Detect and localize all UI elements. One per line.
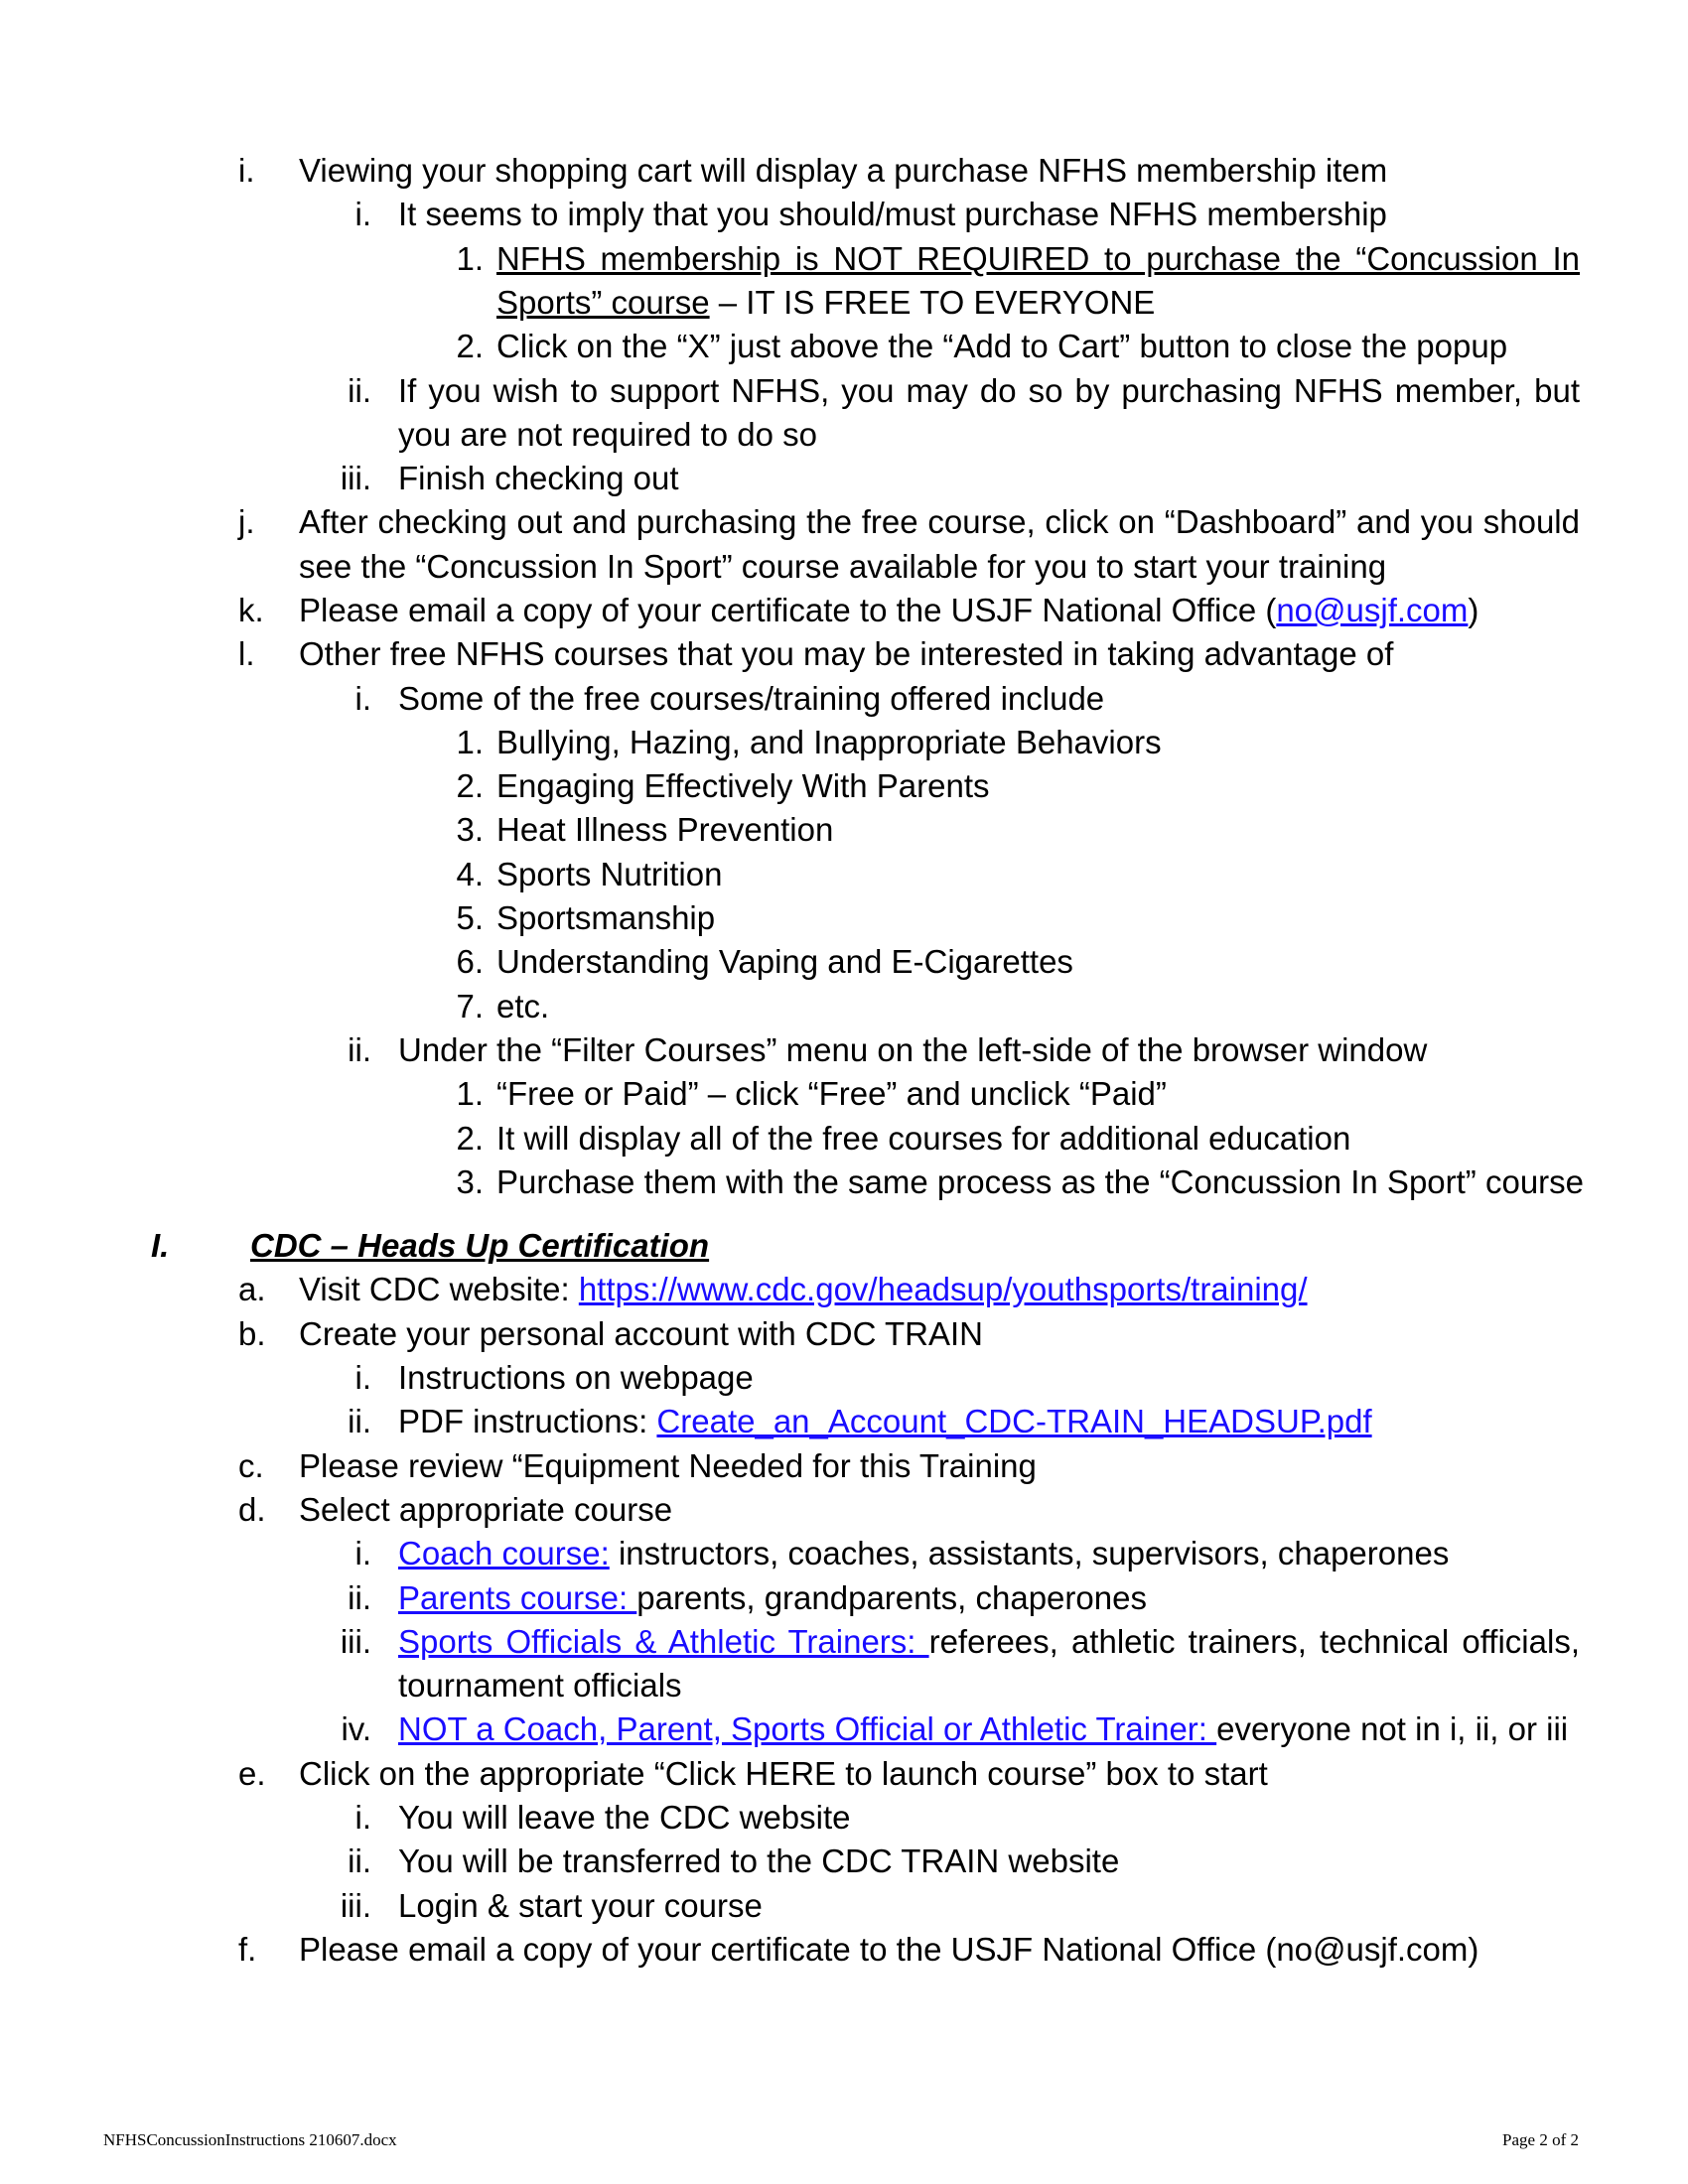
- list-item: [0, 985, 1688, 1028]
- text-run: Sports Nutrition: [496, 856, 723, 892]
- list-marker: 4.: [456, 856, 484, 892]
- list-item-text: [299, 589, 1478, 632]
- text-run: Instructions on webpage: [398, 1359, 754, 1396]
- hyperlink[interactable]: https://www.cdc.gov/headsup/youthsports/training/: [578, 1271, 1308, 1307]
- list-marker: ii.: [348, 1403, 371, 1439]
- list-marker: f.: [238, 1931, 257, 1968]
- text-run: Understanding Vaping and E-Cigarettes: [496, 943, 1073, 980]
- list-marker: b.: [238, 1315, 266, 1352]
- list-item-text: [299, 1312, 983, 1356]
- list-marker: e.: [238, 1755, 266, 1792]
- list-marker: d.: [238, 1491, 266, 1528]
- list-item-text: [398, 1707, 1568, 1751]
- list-marker: 1.: [456, 240, 484, 277]
- list-marker: 2.: [456, 328, 484, 364]
- text-run: Please email a copy of your certificate to the USJF National Office (: [299, 592, 1277, 628]
- list-marker: 3.: [456, 811, 484, 848]
- list-marker: 3.: [456, 1163, 484, 1200]
- list-item-text: [496, 1160, 1584, 1204]
- text-run: Some of the free courses/training offered include: [398, 680, 1105, 717]
- list-item-text: [398, 1664, 682, 1707]
- list-item-text: [299, 1444, 1037, 1488]
- list-item-text: [398, 1028, 1427, 1072]
- list-item: [0, 764, 1688, 808]
- text-run: Other free NFHS courses that you may be interested in taking advantage of: [299, 635, 1394, 672]
- list-item-text: [398, 677, 1104, 721]
- footer-filename: NFHSConcussionInstructions 210607.docx: [103, 2130, 397, 2149]
- list-marker: 1.: [456, 1075, 484, 1112]
- list-item: [0, 1620, 1688, 1664]
- list-marker: 5.: [456, 899, 484, 936]
- list-item: [0, 413, 1688, 457]
- list-item-text: [398, 1576, 1147, 1620]
- hyperlink[interactable]: NOT a Coach, Parent, Sports Official or Athletic Trainer:: [398, 1710, 1217, 1747]
- text-run: Visit CDC website:: [299, 1271, 579, 1307]
- list-item-text: [299, 1752, 1268, 1796]
- list-item-text: [496, 1072, 1167, 1116]
- text-run: – IT IS FREE TO EVERYONE: [709, 284, 1156, 321]
- list-item-text: [496, 721, 1162, 764]
- text-run: Bullying, Hazing, and Inappropriate Behaviors: [496, 724, 1162, 760]
- text-run: Under the “Filter Courses” menu on the left-side of the browser window: [398, 1031, 1428, 1068]
- list-item: [0, 369, 1688, 413]
- list-item: [0, 1796, 1688, 1840]
- list-marker: k.: [238, 592, 264, 628]
- hyperlink[interactable]: no@usjf.com: [1276, 592, 1469, 628]
- list-item: [0, 500, 1688, 544]
- text-run: Heat Illness Prevention: [496, 811, 834, 848]
- list-marker: 7.: [456, 988, 484, 1024]
- list-item: [0, 237, 1688, 281]
- list-item-text: [398, 193, 1387, 236]
- list-item: [0, 325, 1688, 368]
- list-item: [0, 1400, 1688, 1443]
- section-marker: I.: [151, 1227, 170, 1264]
- list-marker: iii.: [340, 1623, 371, 1660]
- list-marker: i.: [238, 152, 255, 189]
- list-item-text: [299, 149, 1387, 193]
- list-item-text: [496, 1117, 1350, 1160]
- list-item-text: [496, 325, 1507, 368]
- text-run: Engaging Effectively With Parents: [496, 767, 990, 804]
- list-item: [0, 1028, 1688, 1072]
- text-run: After checking out and purchasing the free course, click on “Dashboard” and you should: [299, 503, 1580, 540]
- text-run: Click on the “X” just above the “Add to Cart” button to close the popup: [496, 328, 1508, 364]
- list-item-text: [398, 457, 678, 500]
- text-run: referees, athletic trainers, technical officials,: [928, 1623, 1580, 1660]
- list-item: [0, 1160, 1688, 1204]
- text-run: Viewing your shopping cart will display a purchase NFHS membership item: [299, 152, 1388, 189]
- list-item: [0, 677, 1688, 721]
- text-run: Sportsmanship: [496, 899, 716, 936]
- section-title: CDC – Heads Up Certification: [250, 1227, 710, 1264]
- list-item: [0, 632, 1688, 676]
- list-item-text: [398, 1620, 1580, 1664]
- list-item-text: [299, 1488, 672, 1532]
- list-item: [0, 1752, 1688, 1796]
- list-item: [0, 721, 1688, 764]
- hyperlink[interactable]: Coach course:: [398, 1535, 610, 1571]
- list-marker: ii.: [348, 1031, 371, 1068]
- list-marker: ii.: [348, 372, 371, 409]
- list-marker: c.: [238, 1447, 264, 1484]
- text-run: instructors, coaches, assistants, supervisors, chaperones: [609, 1535, 1450, 1571]
- text-run: you are not required to do so: [398, 416, 817, 453]
- list-item: [0, 853, 1688, 896]
- list-marker: l.: [238, 635, 255, 672]
- list-marker: i.: [354, 1799, 371, 1836]
- list-marker: 2.: [456, 767, 484, 804]
- list-item: [0, 545, 1688, 589]
- list-marker: iii.: [340, 460, 371, 496]
- list-item-text: [496, 764, 989, 808]
- list-item-text: [398, 1400, 1372, 1443]
- list-item-text: [496, 808, 833, 852]
- list-marker: i.: [354, 1535, 371, 1571]
- list-marker: ii.: [348, 1843, 371, 1879]
- text-run: You will be transferred to the CDC TRAIN website: [398, 1843, 1120, 1879]
- text-run: Login & start your course: [398, 1887, 763, 1924]
- list-marker: 1.: [456, 724, 484, 760]
- hyperlink[interactable]: Sports Officials & Athletic Trainers:: [398, 1623, 929, 1660]
- text-run: You will leave the CDC website: [398, 1799, 851, 1836]
- list-item-text: [496, 940, 1073, 984]
- list-item-text: [299, 545, 1386, 589]
- text-run: parents, grandparents, chaperones: [636, 1579, 1147, 1616]
- hyperlink[interactable]: Create_an_Account_CDC-TRAIN_HEADSUP.pdf: [656, 1403, 1372, 1439]
- list-item: [0, 1928, 1688, 1972]
- list-item: [0, 1072, 1688, 1116]
- list-item: [0, 1356, 1688, 1400]
- underlined-text: Sports” course: [496, 284, 710, 321]
- text-run: If you wish to support NFHS, you may do so by purchasing NFHS member, but: [398, 372, 1580, 409]
- list-item: [0, 1444, 1688, 1488]
- text-run: It will display all of the free courses for additional education: [496, 1120, 1351, 1157]
- list-item: [0, 457, 1688, 500]
- text-run: tournament officials: [398, 1667, 682, 1704]
- list-item: [0, 281, 1688, 325]
- list-item-text: [496, 896, 715, 940]
- list-marker: a.: [238, 1271, 266, 1307]
- list-item-text: [299, 1928, 1478, 1972]
- list-item: [0, 1488, 1688, 1532]
- text-run: It seems to imply that you should/must purchase NFHS membership: [398, 196, 1387, 232]
- list-item: [0, 589, 1688, 632]
- text-run: Please review “Equipment Needed for this Training: [299, 1447, 1037, 1484]
- list-item-text: [299, 500, 1580, 544]
- text-run: see the “Concussion In Sport” course available for you to start your training: [299, 548, 1387, 585]
- list-marker: iii.: [340, 1887, 371, 1924]
- text-run: PDF instructions:: [398, 1403, 657, 1439]
- list-marker: ii.: [348, 1579, 371, 1616]
- list-item: [0, 1707, 1688, 1751]
- underlined-text: NFHS membership is NOT REQUIRED to purchase the “Concussion In: [496, 240, 1580, 277]
- text-run: etc.: [496, 988, 550, 1024]
- text-run: Please email a copy of your certificate to the USJF National Office (no@usjf.com): [299, 1931, 1479, 1968]
- list-item: [0, 1532, 1688, 1575]
- list-marker: j.: [238, 503, 255, 540]
- list-item-text: [496, 985, 549, 1028]
- text-run: Finish checking out: [398, 460, 679, 496]
- list-item: [0, 1576, 1688, 1620]
- list-item: [0, 193, 1688, 236]
- list-marker: i.: [354, 196, 371, 232]
- list-item: [0, 1268, 1688, 1311]
- list-item-text: [398, 1532, 1449, 1575]
- list-item: [0, 896, 1688, 940]
- hyperlink[interactable]: Parents course:: [398, 1579, 637, 1616]
- list-item-text: [299, 1268, 1308, 1311]
- list-item-text: [398, 413, 817, 457]
- list-marker: i.: [354, 680, 371, 717]
- list-item-text: [398, 1884, 763, 1928]
- text-run: Click on the appropriate “Click HERE to launch course” box to start: [299, 1755, 1268, 1792]
- list-marker: iv.: [341, 1710, 371, 1747]
- footer-page-number: Page 2 of 2: [1502, 2130, 1579, 2149]
- list-item: [0, 1884, 1688, 1928]
- text-run: ): [1468, 592, 1479, 628]
- list-item-text: [496, 281, 1155, 325]
- list-marker: 6.: [456, 943, 484, 980]
- text-run: Create your personal account with CDC TRAIN: [299, 1315, 984, 1352]
- text-run: everyone not in i, ii, or iii: [1216, 1710, 1569, 1747]
- list-item-text: [398, 1840, 1119, 1883]
- list-item-text: [299, 632, 1393, 676]
- list-item: [0, 940, 1688, 984]
- list-item: [0, 1117, 1688, 1160]
- list-item-text: [398, 1356, 754, 1400]
- list-item: [0, 149, 1688, 193]
- list-item: [0, 808, 1688, 852]
- text-run: “Free or Paid” – click “Free” and unclick “Paid”: [496, 1075, 1167, 1112]
- list-item-text: [496, 853, 722, 896]
- text-run: Select appropriate course: [299, 1491, 673, 1528]
- section-heading: [0, 1224, 1688, 1268]
- list-marker: 2.: [456, 1120, 484, 1157]
- list-marker: i.: [354, 1359, 371, 1396]
- list-item: [0, 1664, 1688, 1707]
- list-item: [0, 1840, 1688, 1883]
- list-item-text: [398, 1796, 851, 1840]
- list-item: [0, 1312, 1688, 1356]
- list-item-text: [496, 237, 1580, 281]
- list-item-text: [398, 369, 1580, 413]
- text-run: Purchase them with the same process as the “Concussion In Sport” course: [496, 1163, 1585, 1200]
